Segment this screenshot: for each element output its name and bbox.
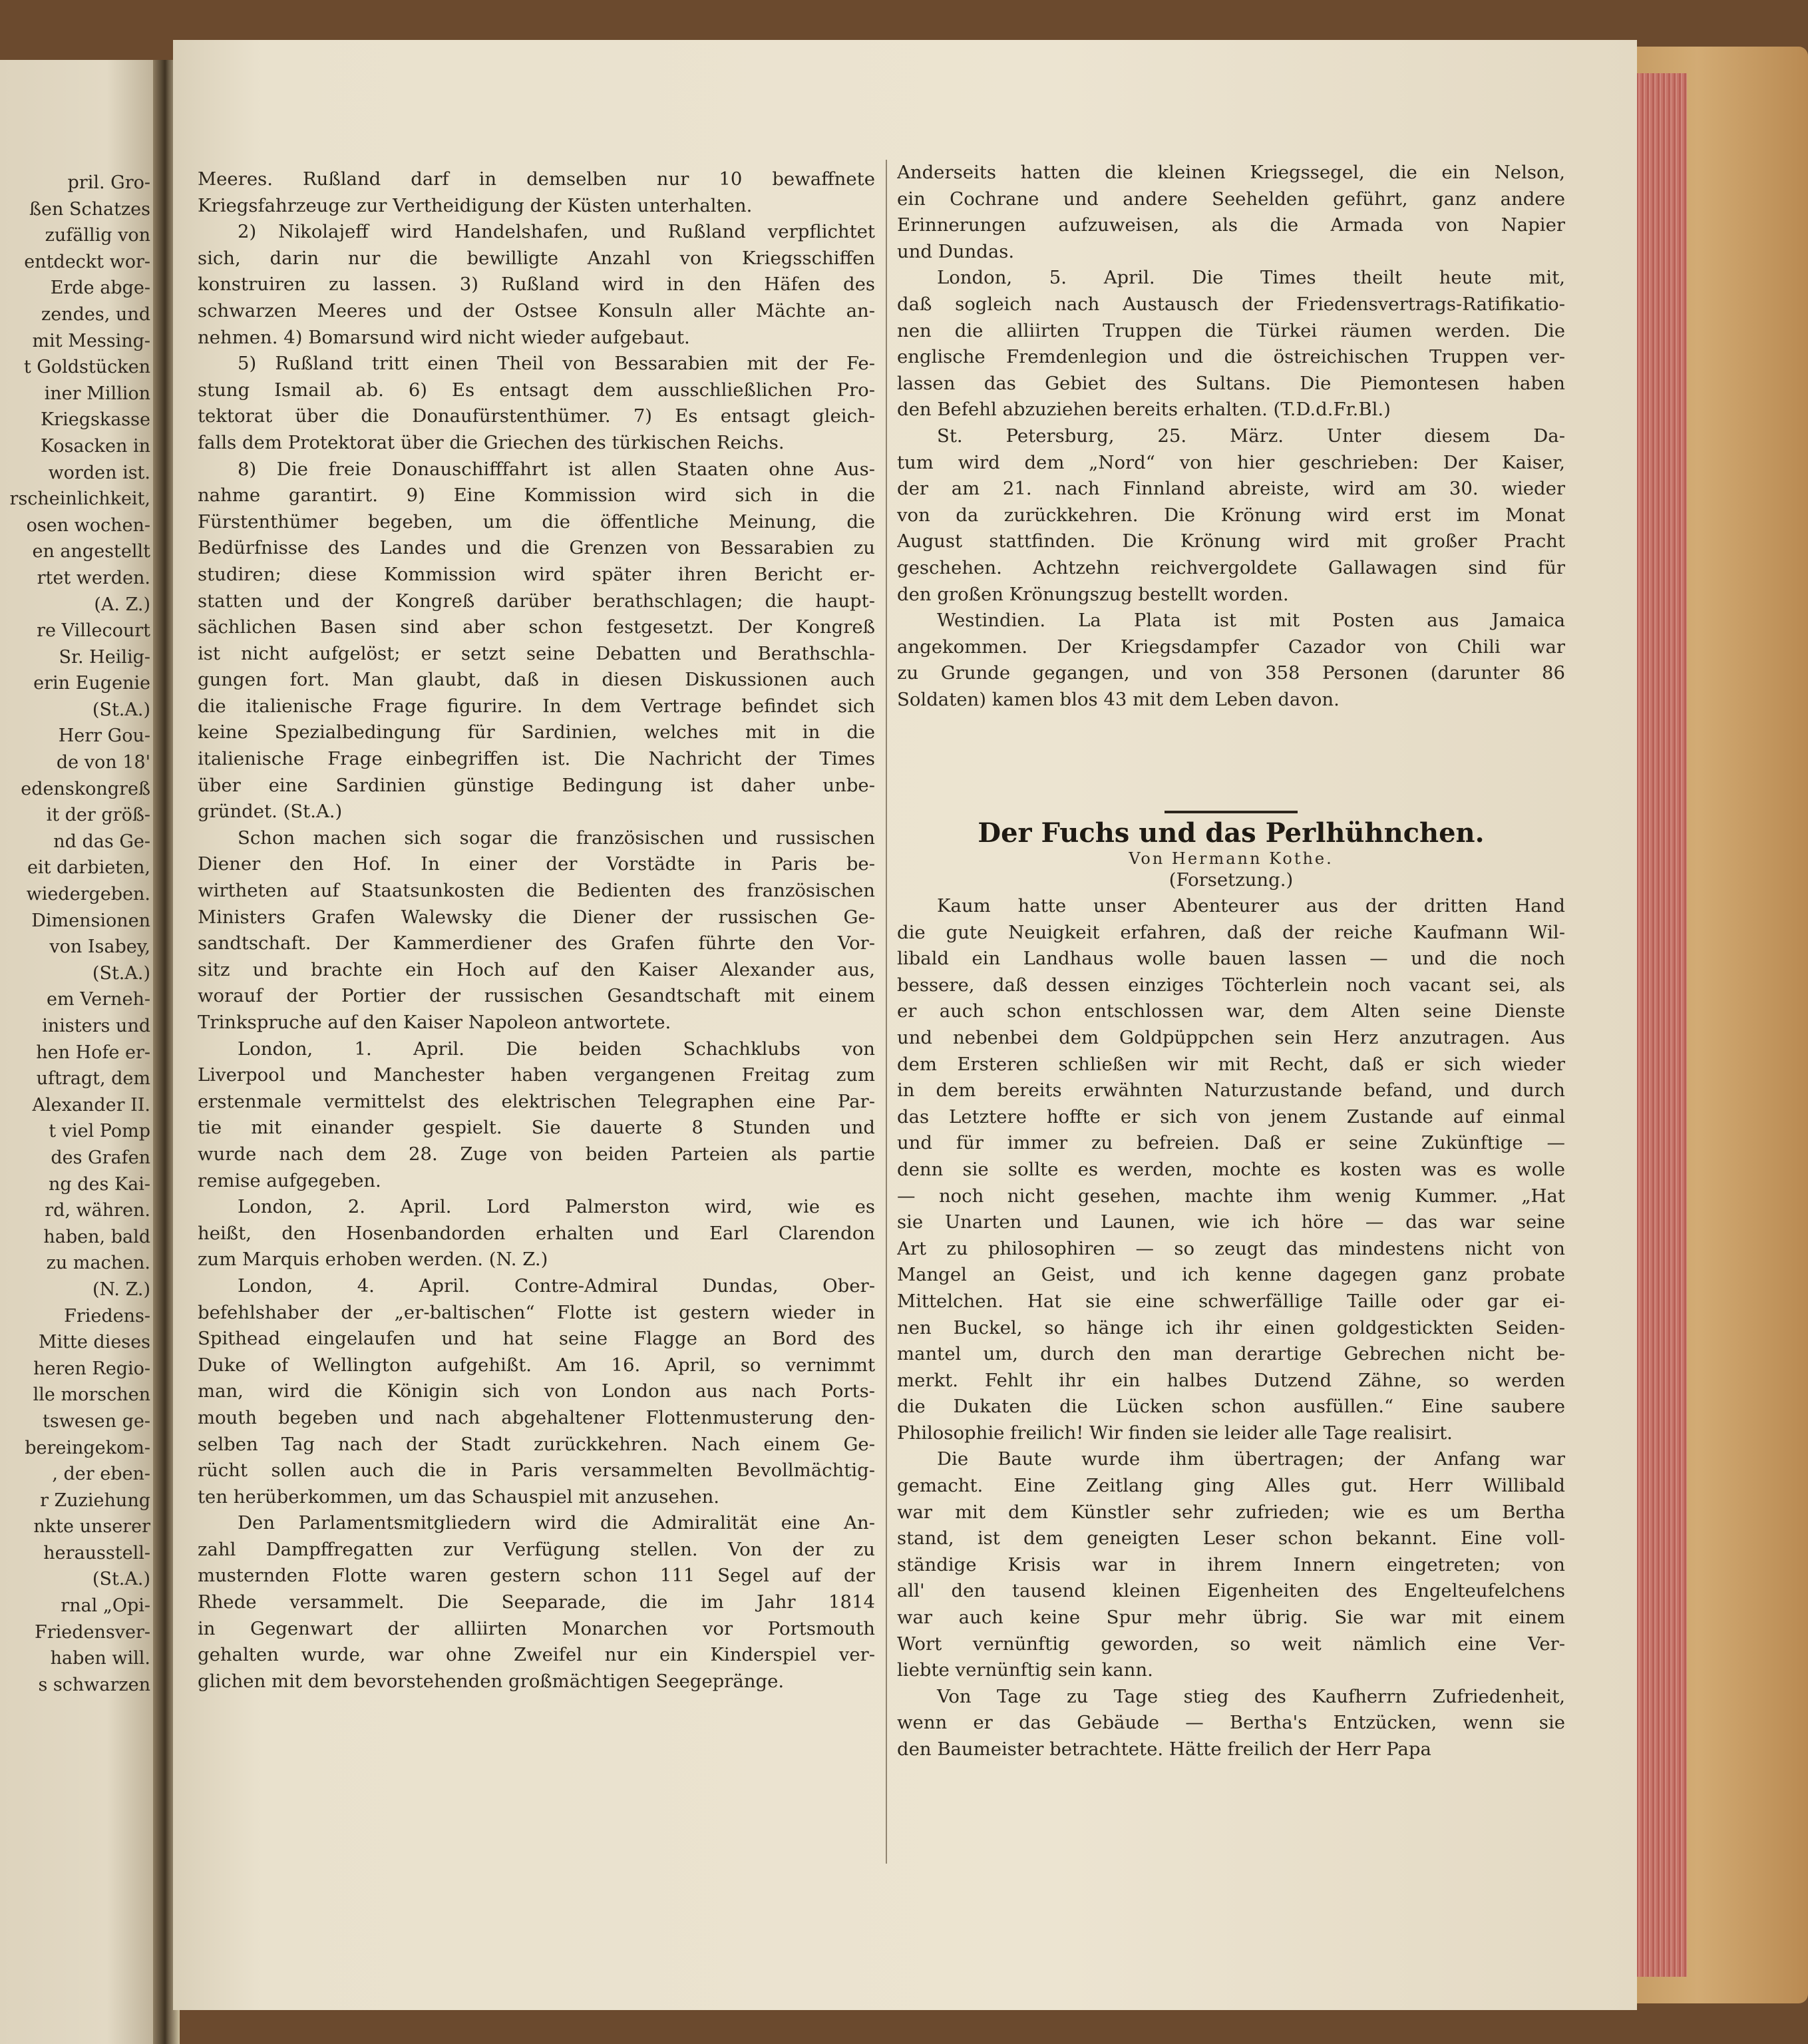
text-line: rücht sollen auch die in Paris versammelten Bevollmächtig- — [198, 1460, 875, 1482]
text-line: (N. Z.) — [92, 1279, 150, 1300]
text-line: rtet werden. — [37, 567, 150, 588]
right-column-article — [897, 893, 1565, 1763]
text-line: wurde nach dem 28. Zuge von beiden Parteien als partie — [198, 1143, 875, 1165]
text-line: ßen Schatzes — [29, 198, 150, 220]
text-line: Erinnerungen aufzuweisen, als die Armada von Napier — [897, 214, 1565, 236]
text-line: nahme garantirt. 9) Eine Kommission wird sich in die — [198, 485, 875, 507]
right-column-news — [897, 160, 1565, 713]
text-line: zum Marquis erhoben werden. (N. Z.) — [198, 1249, 548, 1271]
text-line: uftragt, dem — [36, 1068, 150, 1090]
text-line: worden ist. — [48, 462, 150, 483]
text-line: Rhede versammelt. Die Seeparade, die im Jahr 1814 — [198, 1591, 875, 1613]
text-line: eit darbieten, — [27, 857, 150, 879]
text-line: die Dukaten die Lücken schon ausfüllen.“ Eine saubere — [897, 1396, 1565, 1418]
text-line: studiren; diese Kommission wird später ihren Bericht er- — [198, 563, 875, 585]
text-line: den Baumeister betrachtete. Hätte freilich der Herr Papa — [897, 1738, 1431, 1760]
text-line: nkte unserer — [33, 1516, 150, 1537]
text-line: mouth begeben und nach abgehaltener Flottenmusterung den- — [198, 1406, 875, 1428]
text-line: Duke of Wellington aufgehißt. Am 16. April, so vernimmt — [198, 1354, 875, 1376]
text-line: rd, währen. — [45, 1200, 150, 1221]
text-line: gehalten wurde, war ohne Zweifel nur ein Kinderspiel ver- — [198, 1644, 875, 1666]
text-line: edenskongreß — [21, 778, 150, 799]
text-line: 2) Nikolajeff wird Handelshafen, und Rußland verpflichtet — [238, 221, 875, 243]
text-line: Mittelchen. Hat sie eine schwerfällige Taille oder gar ei- — [897, 1290, 1565, 1312]
article-divider — [1165, 811, 1298, 813]
text-line: nd das Ge- — [53, 831, 150, 852]
text-line: merkt. Fehlt ihr ein halbes Dutzend Zähne, so werden — [897, 1369, 1565, 1391]
text-line: London, 4. April. Contre-Admiral Dundas, Ober- — [238, 1275, 875, 1297]
text-line: Spithead eingelaufen und hat seine Flagge an Bord des — [198, 1328, 875, 1350]
text-line: den Befehl abzuziehen bereits erhalten. (T.D.d.Fr.Bl.) — [897, 399, 1391, 421]
text-line: Friedens- — [64, 1305, 150, 1327]
text-line: Mitte dieses — [38, 1332, 150, 1353]
text-line: nen Buckel, so hänge ich ihr einen goldgestickten Seiden- — [897, 1317, 1565, 1338]
text-line: liebte vernünftig sein kann. — [897, 1659, 1153, 1681]
text-line: nehmen. 4) Bomarsund wird nicht wieder aufgebaut. — [198, 326, 690, 348]
text-line: Schon machen sich sogar die französischen und russischen — [238, 827, 875, 849]
text-line: ein Cochrane und andere Seehelden geführt, ganz andere — [897, 188, 1565, 210]
text-line: hen Hofe er- — [36, 1042, 150, 1063]
text-line: lle morschen — [33, 1384, 150, 1406]
text-line: dem Ersteren schließen wir mit Recht, daß er sich wieder — [897, 1053, 1565, 1075]
text-line: haben, bald — [43, 1226, 150, 1247]
text-line: en angestellt — [32, 541, 150, 562]
text-line: Philosophie freilich! Wir finden sie leider alle Tage realisirt. — [897, 1422, 1453, 1444]
text-line: befehlshaber der „er-baltischen“ Flotte ist gestern wieder in — [198, 1301, 875, 1323]
text-line: Alexander II. — [32, 1094, 150, 1116]
text-line: Kriegskasse — [41, 409, 150, 431]
text-line: London, 2. April. Lord Palmerston wird, wie es — [238, 1196, 875, 1218]
text-line: Fürstenthümer begeben, um die öffentliche Meinung, die — [198, 511, 875, 532]
text-line: war mit dem Künstler sehr zufrieden; wie es um Bertha — [897, 1501, 1565, 1523]
text-line: und für immer zu befreien. Daß er seine Zukünftige — — [897, 1132, 1565, 1154]
text-line: heißt, den Hosenbandorden erhalten und Earl Clarendon — [198, 1222, 875, 1244]
text-line: tie mit einander gespielt. Sie dauerte 8 Stunden und — [198, 1117, 875, 1139]
text-line: Herr Gou- — [58, 725, 150, 747]
text-line: in dem bereits erwähnten Naturzustande befand, und durch — [897, 1080, 1565, 1102]
text-line: bereingekom- — [25, 1437, 150, 1458]
text-line: statten und der Kongreß darüber berathschlagen; die haupt- — [198, 590, 875, 612]
text-line: entdeckt wor- — [24, 251, 150, 272]
text-line: wenn er das Gebäude — Bertha's Entzücken, wenn sie — [897, 1712, 1565, 1734]
text-line: gungen fort. Man glaubt, daß in diesen Diskussionen auch — [198, 669, 875, 691]
text-line: herausstell- — [43, 1542, 150, 1563]
text-line: bessere, daß dessen einziges Töchterlein noch vacant sei, als — [897, 974, 1565, 996]
text-line: falls dem Protektorat über die Griechen des türkischen Reichs. — [198, 431, 785, 453]
text-line: lassen das Gebiet des Sultans. Die Piemontesen haben — [897, 372, 1565, 394]
text-line: heren Regio- — [33, 1358, 150, 1379]
text-line: von da zurückkehren. Die Krönung wird erst im Monat — [897, 504, 1565, 526]
text-line: Mangel an Geist, und ich kenne dagegen ganz probate — [897, 1264, 1565, 1286]
text-line: daß sogleich nach Austausch der Friedensvertrags-Ratifikatio- — [897, 293, 1565, 315]
text-line: Trinkspruche auf den Kaiser Napoleon antwortete. — [198, 1012, 671, 1033]
text-line: t Goldstücken — [23, 357, 150, 378]
text-line: Von Tage zu Tage stieg des Kaufherrn Zufriedenheit, — [937, 1685, 1565, 1707]
text-line: haben will. — [50, 1648, 150, 1669]
text-line: er auch schon entschlossen war, dem Alten seine Dienste — [897, 1000, 1565, 1022]
text-line: em Verneh- — [47, 989, 150, 1010]
text-line: osen wochen- — [26, 514, 150, 536]
text-line: (St.A.) — [92, 962, 150, 984]
text-line: London, 5. April. Die Times theilt heute mit, — [937, 267, 1565, 289]
text-line: keine Spezialbedingung für Sardinien, welches mit in die — [198, 721, 875, 743]
text-line: t viel Pomp — [49, 1121, 150, 1142]
text-line: selben Tag nach der Stadt zurückkehren. Nach einem Ge- — [198, 1433, 875, 1455]
text-line: denn sie sollte es werden, mochte es kosten was es wolle — [897, 1158, 1565, 1180]
article-author: Von Hermann Kothe. — [1129, 849, 1334, 868]
text-line: Ministers Grafen Walewsky die Diener der russischen Ge- — [198, 906, 875, 928]
text-line: nen die alliirten Truppen die Türkei räumen werden. Die — [897, 319, 1565, 341]
column-rule — [886, 160, 887, 1864]
text-line: Friedensver- — [34, 1621, 150, 1643]
left-page-text — [4, 170, 150, 1698]
text-line: re Villecourt — [37, 620, 150, 642]
text-line: mit Messing- — [32, 330, 150, 351]
text-line: Erde abge- — [50, 278, 150, 299]
text-line: 5) Rußland tritt einen Theil von Bessarabien mit der Fe- — [238, 353, 875, 375]
text-line: angekommen. Der Kriegsdampfer Cazador von Chili war — [897, 636, 1565, 658]
text-line: mantel um, durch den man derartige Gebrechen nicht be- — [897, 1343, 1565, 1365]
text-line: Sr. Heilig- — [59, 646, 150, 668]
text-line: iner Million — [44, 383, 150, 404]
text-line: St. Petersburg, 25. März. Unter diesem Da- — [937, 425, 1565, 447]
text-line: sich, darin nur die bewilligte Anzahl von Kriegsschiffen — [198, 247, 875, 269]
text-line: (A. Z.) — [94, 594, 150, 615]
text-line: musternden Flotte waren gestern schon 111 Segel auf der — [198, 1565, 875, 1587]
text-line: zufällig von — [45, 225, 150, 246]
text-line: war auch keine Spur mehr übrig. Sie war mit einem — [897, 1607, 1565, 1629]
text-line: Kriegsfahrzeuge zur Vertheidigung der Küsten unterhalten. — [198, 194, 753, 216]
text-line: it der größ- — [46, 805, 150, 826]
text-line: ten herüberkommen, um das Schauspiel mit anzusehen. — [198, 1486, 720, 1508]
left-page — [0, 60, 153, 2044]
text-line: konstruiren zu lassen. 3) Rußland wird in den Häfen des — [198, 274, 875, 296]
text-line: die gute Neuigkeit erfahren, daß der reiche Kaufmann Wil- — [897, 921, 1565, 943]
text-line: Kosacken in — [40, 435, 150, 457]
text-line: den großen Krönungszug bestellt worden. — [897, 583, 1289, 605]
text-line: — noch nicht gesehen, machte ihm wenig Kummer. „Hat — [897, 1185, 1565, 1207]
text-line: Soldaten) kamen blos 43 mit dem Leben davon. — [897, 688, 1340, 710]
text-line: Diener den Hof. In einer der Vorstädte in Paris be- — [198, 853, 875, 875]
text-line: man, wird die Königin sich von London aus nach Ports- — [198, 1380, 875, 1402]
text-line: italienische Frage einbegriffen ist. Die Nachricht der Times — [198, 748, 875, 770]
text-line: sächlichen Basen sind aber schon festgesetzt. Der Kongreß — [198, 616, 875, 638]
text-line: sie Unarten und Launen, wie ich höre — das war seine — [897, 1211, 1565, 1233]
text-line: ist nicht aufgelöst; er setzt seine Debatten und Berathschla- — [198, 642, 875, 664]
text-line: Dimensionen — [31, 910, 150, 931]
text-line: ständige Krisis war in ihrem Innern eingetreten; von — [897, 1553, 1565, 1575]
text-line: 8) Die freie Donauschifffahrt ist allen Staaten ohne Aus- — [238, 458, 875, 480]
text-line: zahl Dampffregatten zur Verfügung stellen. Von der zu — [198, 1538, 875, 1560]
text-line: stand, ist dem geneigten Leser schon bekannt. Eine voll- — [897, 1528, 1565, 1549]
text-line: und Dundas. — [897, 240, 1015, 262]
text-line: ng des Kai- — [49, 1173, 150, 1195]
text-line: erin Eugenie — [33, 673, 150, 694]
text-line: in Gegenwart der alliirten Monarchen vor Portsmouth — [198, 1617, 875, 1639]
text-line: die italienische Frage figurire. In dem Vertrage befindet sich — [198, 695, 875, 717]
text-line: Wort vernünftig geworden, so weit nämlich eine Ver- — [897, 1633, 1565, 1655]
text-line: sandtschaft. Der Kammerdiener des Grafen führte den Vor- — [198, 932, 875, 954]
text-line: Meeres. Rußland darf in demselben nur 10 bewaffnete — [198, 168, 875, 190]
text-line: zendes, und — [41, 304, 150, 325]
text-line: zu machen. — [46, 1253, 150, 1274]
text-line: der am 21. nach Finnland abreiste, wird am 30. wieder — [897, 478, 1565, 500]
text-line: Anderseits hatten die kleinen Kriegssegel, die ein Nelson, — [897, 162, 1565, 183]
text-line: Westindien. La Plata ist mit Posten aus Jamaica — [937, 610, 1565, 632]
text-line: von Isabey, — [49, 936, 150, 958]
text-line: rnal „Opi- — [61, 1595, 150, 1617]
text-line: worauf der Portier der russischen Gesandtschaft mit einem — [198, 985, 875, 1007]
text-line: über eine Sardinien günstige Bedingung ist daher unbe- — [198, 774, 875, 796]
article-title: Der Fuchs und das Perlhühnchen. — [978, 817, 1485, 849]
text-line: wiedergeben. — [26, 884, 150, 905]
text-line: tum wird dem „Nord“ von hier geschrieben: Der Kaiser, — [897, 451, 1565, 473]
text-line: pril. Gro- — [67, 172, 150, 193]
text-line: das Letztere hoffte er sich von jenem Zustande auf einmal — [897, 1106, 1565, 1127]
text-line: r Zuziehung — [40, 1490, 150, 1511]
text-line: August stattfinden. Die Krönung wird mit großer Pracht — [897, 530, 1565, 552]
text-line: gründet. (St.A.) — [198, 801, 343, 823]
text-line: Bedürfnisse des Landes und die Grenzen von Bessarabien zu — [198, 537, 875, 559]
middle-column — [198, 166, 875, 1695]
text-line: s schwarzen — [38, 1674, 150, 1695]
text-line: gemacht. Eine Zeitlang ging Alles gut. Herr Willibald — [897, 1475, 1565, 1497]
text-line: glichen mit dem bevorstehenden großmächtigen Seegepränge. — [198, 1670, 785, 1692]
text-line: , der eben- — [52, 1464, 150, 1485]
text-line: Die Baute wurde ihm übertragen; der Anfang war — [937, 1448, 1565, 1470]
text-line: (St.A.) — [92, 699, 150, 720]
text-line: wirtheten auf Staatsunkosten die Bedienten des französischen — [198, 880, 875, 902]
text-line: Den Parlamentsmitgliedern wird die Admiralität eine An- — [238, 1512, 875, 1534]
text-line: sitz und brachte ein Hoch auf den Kaiser Alexander aus, — [198, 958, 875, 980]
text-line: geschehen. Achtzehn reichvergoldete Gallawagen sind für — [897, 556, 1565, 578]
text-line: remise aufgegeben. — [198, 1169, 381, 1191]
text-line: stung Ismail ab. 6) Es entsagt dem ausschließlichen Pro- — [198, 379, 875, 401]
text-line: Liverpool und Manchester haben vergangenen Freitag zum — [198, 1064, 875, 1086]
article-continuation: (Forsetzung.) — [1169, 869, 1294, 891]
text-line: erstenmale vermittelst des elektrischen Telegraphen eine Par- — [198, 1090, 875, 1112]
text-line: libald ein Landhaus wolle bauen lassen — und die noch — [897, 948, 1565, 970]
text-line: tswesen ge- — [43, 1410, 150, 1432]
text-line: all' den tausend kleinen Eigenheiten des Engelteufelchens — [897, 1580, 1565, 1602]
text-line: Art zu philosophiren — so zeugt das mindestens nicht von — [897, 1237, 1565, 1259]
text-line: schwarzen Meeres und der Ostsee Konsuln aller Mächte an- — [198, 300, 875, 321]
text-line: London, 1. April. Die beiden Schachklubs von — [238, 1038, 875, 1060]
text-line: rscheinlichkeit, — [9, 489, 150, 510]
text-line: tektorat über die Donaufürstenthümer. 7) Es entsagt gleich- — [198, 405, 875, 427]
text-line: inisters und — [42, 1016, 150, 1036]
text-line: zu Grunde gegangen, und von 358 Personen (darunter 86 — [897, 662, 1565, 684]
text-line: (St.A.) — [92, 1569, 150, 1590]
text-line: und nebenbei dem Goldpüppchen sein Herz anzutragen. Aus — [897, 1026, 1565, 1048]
text-line: Kaum hatte unser Abenteurer aus der dritten Hand — [937, 895, 1565, 917]
text-line: des Grafen — [51, 1147, 150, 1168]
text-line: englische Fremdenlegion und die östreichischen Truppen ver- — [897, 346, 1565, 368]
text-line: de von 18' — [56, 752, 150, 773]
